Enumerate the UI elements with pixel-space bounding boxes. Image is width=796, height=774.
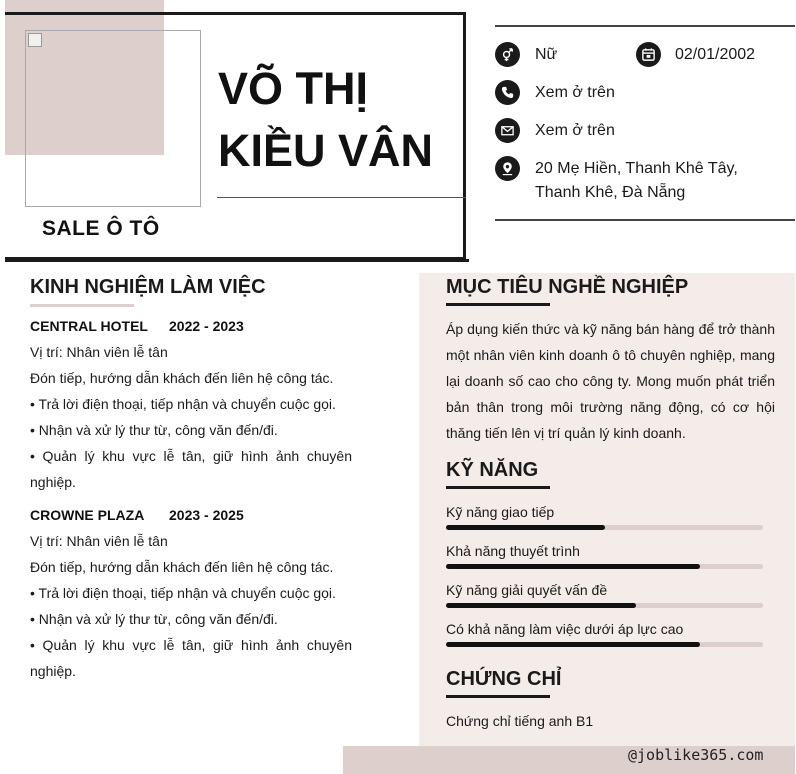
job-position: Vị trí: Nhân viên lễ tân — [30, 533, 168, 549]
job-company: CROWNE PLAZA — [30, 507, 145, 523]
experience-title-underline — [30, 304, 134, 307]
objective-text: Áp dụng kiến thức và kỹ năng bán hàng để trở thành một nhân viên kinh doanh ô tô chuyên nghiệp, mang lại doanh số cao cho công ty. Mong muốn phát triển bản thân trong môi trường năng động, có cơ hội thăng tiến lên vị trí quản lý kinh doanh. — [446, 321, 775, 441]
skill-bar-fill — [446, 642, 700, 647]
skills-title-underline — [446, 486, 550, 489]
skill-bar-track — [446, 564, 763, 569]
name-line-1: VÕ THỊ — [218, 63, 369, 114]
skill-item — [446, 504, 763, 530]
calendar-icon — [636, 42, 661, 67]
skill-bar-fill — [446, 525, 605, 530]
name-divider — [217, 197, 466, 198]
skill-bar-track — [446, 525, 763, 530]
watermark: @joblike365.com — [628, 746, 764, 764]
skill-bar-track — [446, 642, 763, 647]
job-bullet: • Nhận và xử lý thư từ, công văn đến/đi. — [30, 611, 278, 627]
skill-item — [446, 543, 763, 569]
job-bullet: • Trả lời điện thoại, tiếp nhận và chuyển cuộc gọi. — [30, 585, 336, 601]
job-bullet: • Trả lời điện thoại, tiếp nhận và chuyển cuộc gọi. — [30, 396, 336, 412]
skill-label: Khả năng thuyết trình — [446, 543, 580, 559]
skill-item — [446, 621, 763, 647]
skill-label: Có khả năng làm việc dưới áp lực cao — [446, 621, 684, 637]
location-icon — [495, 156, 520, 181]
job-entry — [30, 318, 352, 495]
experience-title: KINH NGHIỆM LÀM VIỆC — [30, 276, 266, 298]
job-position: Vị trí: Nhân viên lễ tân — [30, 344, 168, 360]
objective-title: MỤC TIÊU NGHỀ NGHIỆP — [446, 276, 689, 298]
full-name — [218, 58, 433, 182]
name-frame-bottom — [5, 259, 469, 262]
job-bullet: • Nhận và xử lý thư từ, công văn đến/đi. — [30, 422, 278, 438]
gender-icon — [495, 42, 520, 67]
address-value — [535, 157, 738, 205]
contact-divider-bottom — [495, 219, 795, 221]
job-header — [30, 507, 352, 525]
job-period: 2023 - 2025 — [169, 507, 244, 523]
skill-item — [446, 582, 763, 608]
contact-divider-top — [495, 25, 795, 27]
skill-bar-fill — [446, 603, 636, 608]
job-bullet: • Quản lý khu vực lễ tân, giữ hình ảnh chuyên nghiệp. — [30, 448, 352, 490]
job-summary: Đón tiếp, hướng dẫn khách đến liên hệ công tác. — [30, 559, 334, 575]
skill-bar-track — [446, 603, 763, 608]
job-title: SALE Ô TÔ — [42, 217, 160, 240]
certificate-item: Chứng chỉ tiếng anh B1 — [446, 713, 594, 729]
address-line-1: 20 Mẹ Hiền, Thanh Khê Tây, — [535, 160, 738, 177]
email-icon — [495, 118, 520, 143]
profile-photo — [25, 30, 201, 207]
broken-image-icon — [28, 33, 42, 47]
birthdate-value: 02/01/2002 — [675, 46, 756, 63]
gender-value: Nữ — [535, 46, 558, 63]
certificates-title: CHỨNG CHỈ — [446, 668, 562, 690]
objective-title-underline — [446, 303, 550, 306]
certificates-title-underline — [446, 695, 550, 698]
job-entry — [30, 507, 352, 684]
skills-title: KỸ NĂNG — [446, 459, 539, 481]
skill-bar-fill — [446, 564, 700, 569]
job-header — [30, 318, 352, 336]
name-line-2: KIỀU VÂN — [218, 125, 434, 176]
job-bullet: • Quản lý khu vực lễ tân, giữ hình ảnh chuyên nghiệp. — [30, 637, 352, 679]
job-period: 2022 - 2023 — [169, 318, 244, 334]
phone-icon — [495, 80, 520, 105]
skill-label: Kỹ năng giải quyết vấn đề — [446, 582, 608, 598]
skill-label: Kỹ năng giao tiếp — [446, 504, 555, 520]
email-value: Xem ở trên — [535, 122, 615, 139]
job-summary: Đón tiếp, hướng dẫn khách đến liên hệ công tác. — [30, 370, 334, 386]
address-line-2: Thanh Khê, Đà Nẵng — [535, 184, 686, 201]
phone-value: Xem ở trên — [535, 84, 615, 101]
job-company: CENTRAL HOTEL — [30, 318, 148, 334]
